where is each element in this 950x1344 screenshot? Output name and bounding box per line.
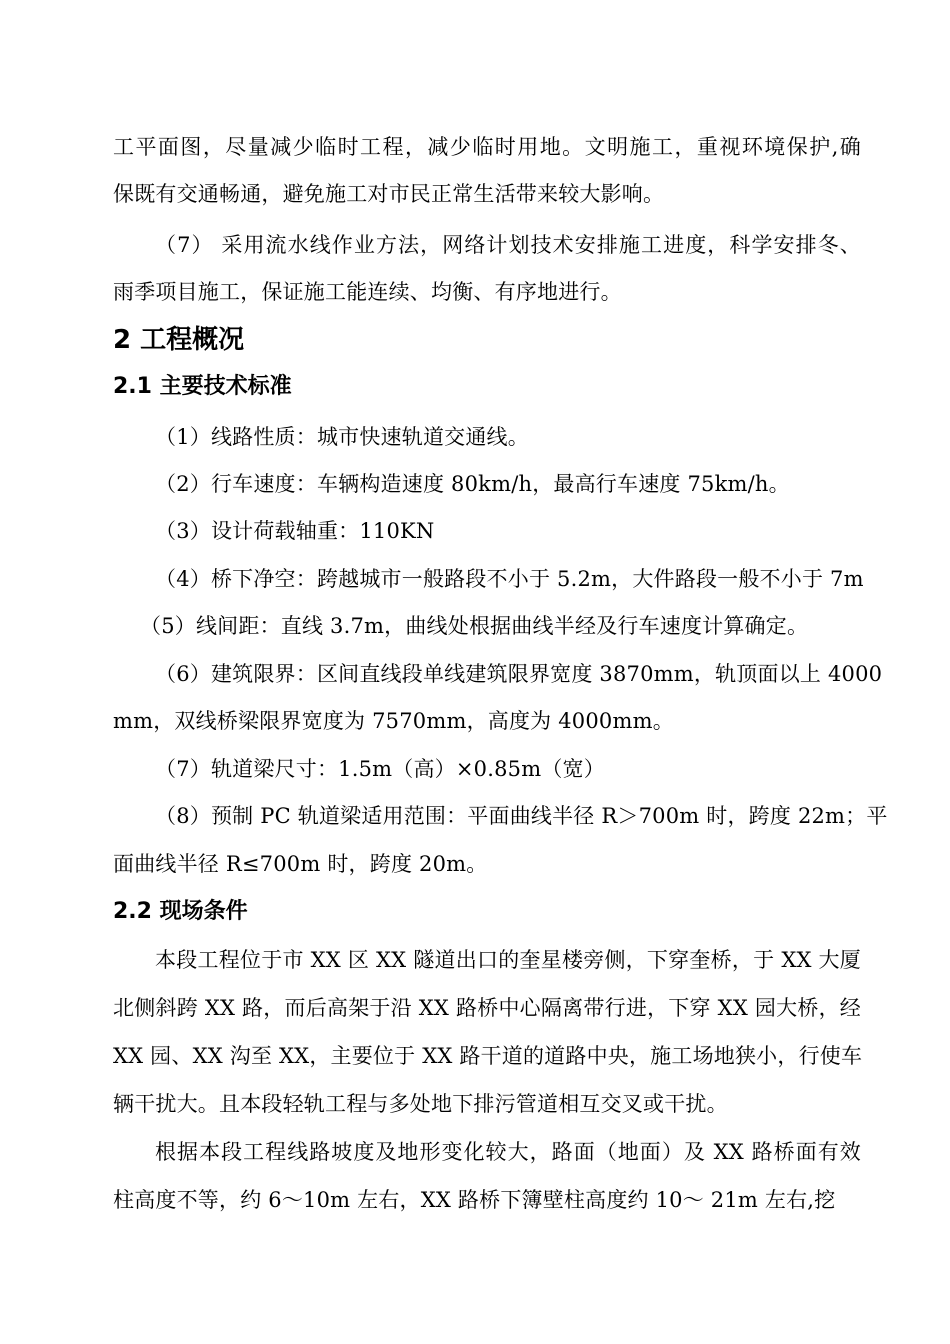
- paragraph-line: 雨季项目施工，保证施工能连续、均衡、有序地进行。: [113, 280, 622, 304]
- list-item-continuation: mm，双线桥梁限界宽度为 7570mm，高度为 4000mm。: [113, 709, 674, 733]
- paragraph-line: 保既有交通畅通，避免施工对市民正常生活带来较大影响。: [113, 182, 665, 206]
- subsection-heading: 2.2 现场条件: [113, 899, 248, 924]
- list-item: （6）建筑限界：区间直线段单线建筑限界宽度 3870mm，轨顶面以上 4000: [155, 662, 883, 686]
- paragraph-line: 根据本段工程线路坡度及地形变化较大，路面（地面）及 XX 路桥面有效: [155, 1140, 861, 1164]
- paragraph-line: XX 园、XX 沟至 XX，主要位于 XX 路干道的道路中央，施工场地狭小，行使车: [113, 1044, 863, 1068]
- list-item: （7）轨道梁尺寸：1.5m（高）×0.85m（宽）: [155, 757, 605, 781]
- list-item: （8）预制 PC 轨道梁适用范围：平面曲线半径 R＞700m 时，跨度 22m；平: [155, 804, 888, 828]
- paragraph-line: 工平面图，尽量减少临时工程，减少临时用地。文明施工，重视环境保护,确: [113, 135, 861, 159]
- list-item: （1）线路性质：城市快速轨道交通线。: [155, 425, 529, 449]
- paragraph-line: 柱高度不等，约 6～10m 左右，XX 路桥下簿壁柱高度约 10～ 21m 左右,挖: [113, 1188, 836, 1212]
- paragraph-line: 本段工程位于市 XX 区 XX 隧道出口的奎星楼旁侧，下穿奎桥，于 XX 大厦: [155, 948, 861, 972]
- list-item-continuation: 面曲线半径 R≤700m 时，跨度 20m。: [113, 852, 488, 876]
- subsection-heading: 2.1 主要技术标准: [113, 374, 292, 399]
- paragraph-line: （7） 采用流水线作业方法，网络计划技术安排施工进度，科学安排冬、: [155, 233, 861, 257]
- paragraph-line: 北侧斜跨 XX 路，而后高架于沿 XX 路桥中心隔离带行进，下穿 XX 园大桥，经: [113, 996, 861, 1020]
- section-heading: 2 工程概况: [113, 325, 245, 355]
- list-item: （3）设计荷载轴重：110KN: [155, 519, 435, 543]
- list-item: （4）桥下净空：跨越城市一般路段不小于 5.2m，大件路段一般不小于 7m: [155, 567, 864, 591]
- list-item: （2）行车速度：车辆构造速度 80km/h，最高行车速度 75km/h。: [155, 472, 790, 496]
- list-item: （5）线间距：直线 3.7m，曲线处根据曲线半经及行车速度计算确定。: [140, 614, 809, 638]
- paragraph-line: 辆干扰大。且本段轻轨工程与多处地下排污管道相互交叉或干扰。: [113, 1092, 728, 1116]
